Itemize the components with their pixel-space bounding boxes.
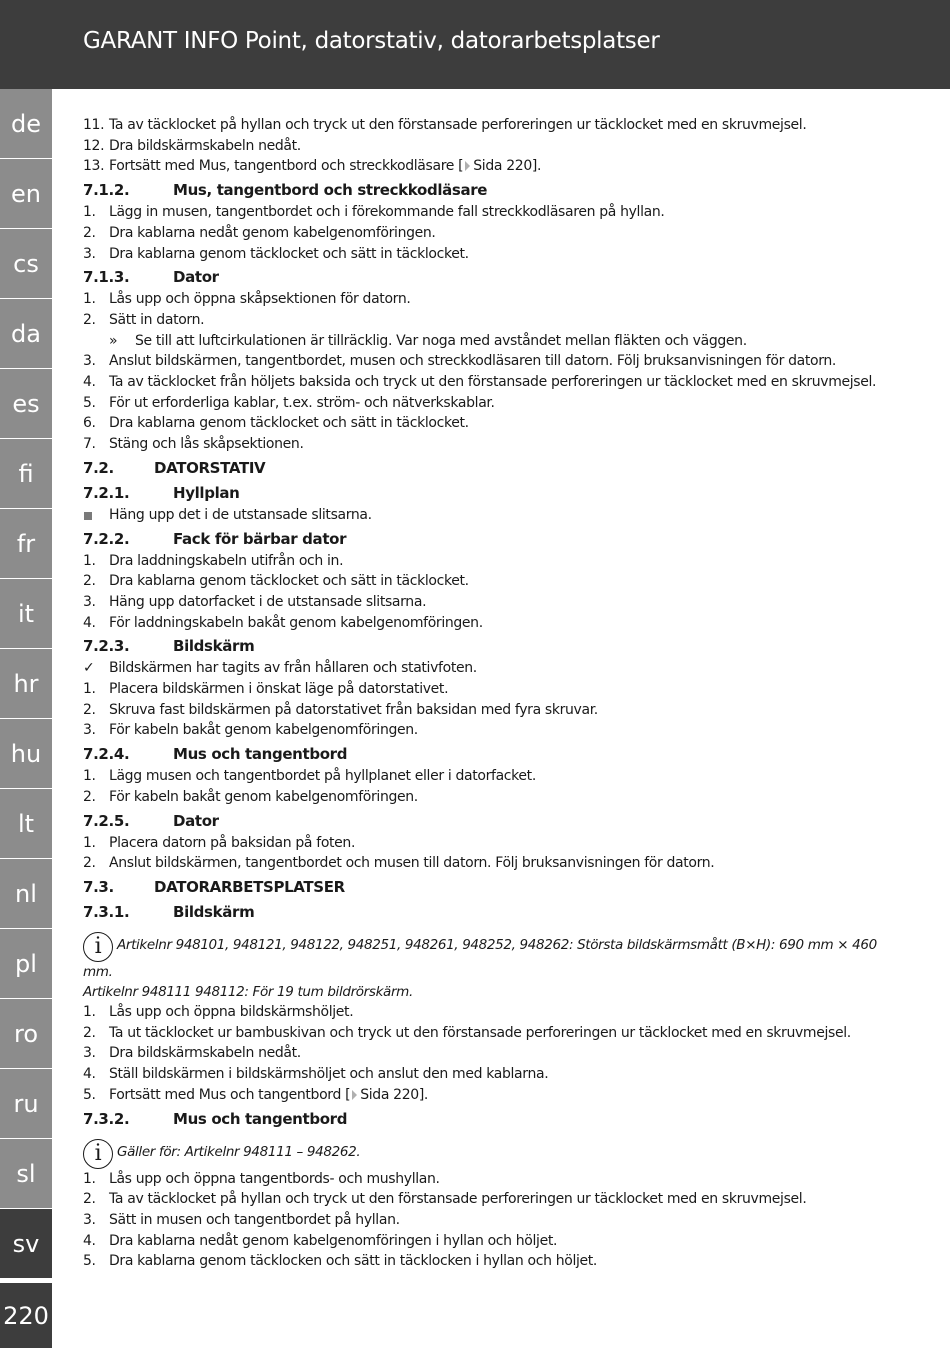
list-number: 12. bbox=[83, 137, 105, 154]
list-text: Ta ut täcklocket ur bambuskivan och tryck ut den förstansade perforeringen ur täcklocket med en skruvmejsel. bbox=[109, 1024, 851, 1041]
section-heading bbox=[83, 527, 883, 551]
list-item bbox=[83, 571, 883, 592]
info-note bbox=[83, 932, 883, 1002]
list-text: Lägg musen och tangentbordet på hyllplanet eller i datorfacket. bbox=[109, 768, 536, 785]
section-title: Mus och tangentbord bbox=[173, 745, 348, 764]
list-number: 1. bbox=[83, 204, 96, 221]
language-tab-en[interactable]: en bbox=[0, 159, 52, 229]
list-text: Dra kablarna nedåt genom kabelgenomföringen i hyllan och höljet. bbox=[109, 1232, 558, 1249]
page-header bbox=[0, 0, 950, 89]
section-heading bbox=[83, 456, 883, 480]
list-number: » bbox=[109, 332, 118, 349]
list-number: 2. bbox=[83, 1024, 96, 1041]
list-item bbox=[83, 434, 883, 455]
list-text: Anslut bildskärmen, tangentbordet, musen och streckkodläsaren till datorn. Följ bruksanvisningen för datorn. bbox=[109, 353, 836, 370]
page-number: 220 bbox=[0, 1283, 52, 1348]
list-item bbox=[83, 505, 883, 526]
list-number: 3. bbox=[83, 1045, 96, 1062]
list-item bbox=[83, 413, 883, 434]
list-item bbox=[83, 1231, 883, 1252]
list-number: 4. bbox=[83, 1066, 96, 1083]
list-number: 11. bbox=[83, 117, 105, 133]
list-item bbox=[83, 289, 883, 310]
list-item bbox=[83, 115, 883, 136]
list-number: 2. bbox=[83, 701, 96, 718]
section-number: 7.3. bbox=[83, 877, 114, 896]
list-item bbox=[83, 720, 883, 741]
list-item bbox=[83, 202, 883, 223]
list-text: Dra kablarna genom täcklocket och sätt in täcklocket. bbox=[109, 415, 469, 432]
list-number: 1. bbox=[83, 768, 96, 785]
list-number: 5. bbox=[83, 1086, 96, 1103]
list-number: 2. bbox=[83, 1191, 96, 1208]
section-heading bbox=[83, 481, 883, 505]
list-item bbox=[83, 393, 883, 414]
section-number: 7.1.3. bbox=[83, 268, 130, 287]
list-text: Placera bildskärmen i önskat läge på datorstativet. bbox=[109, 681, 449, 698]
list-text: Bildskärmen har tagits av från hållaren och stativfoten. bbox=[109, 660, 477, 677]
list-item bbox=[83, 351, 883, 372]
section-title: Mus, tangentbord och streckkodläsare bbox=[173, 181, 488, 200]
page-reference-link[interactable]: Sida 220]. bbox=[473, 158, 542, 175]
ref-arrow-icon bbox=[465, 161, 470, 171]
list-text: För kabeln bakåt genom kabelgenomföringen. bbox=[109, 788, 418, 805]
list-number: 1. bbox=[83, 681, 96, 698]
section-number: 7.2.4. bbox=[83, 745, 130, 764]
language-tab-lt[interactable]: lt bbox=[0, 789, 52, 859]
info-text: Artikelnr 948101, 948121, 948122, 948251, 948261, 948252, 948262: Största bildskärmsmått (B×H): 690 mm × 460 mm. bbox=[83, 936, 877, 980]
document-body bbox=[83, 115, 883, 1272]
list-number: 5. bbox=[83, 1253, 96, 1270]
list-text: Sätt in datorn. bbox=[109, 311, 205, 328]
section-title: Dator bbox=[173, 268, 219, 287]
section-number: 7.3.1. bbox=[83, 902, 130, 921]
language-tab-hr[interactable]: hr bbox=[0, 649, 52, 719]
info-text: Artikelnr 948111 948112: För 19 tum bildrörskärm. bbox=[83, 983, 413, 1000]
language-tab-ru[interactable]: ru bbox=[0, 1069, 52, 1139]
list-text: För ut erforderliga kablar, t.ex. ström- och nätverkskablar. bbox=[109, 394, 495, 411]
section-number: 7.3.2. bbox=[83, 1109, 130, 1128]
list-number: 6. bbox=[83, 415, 96, 432]
section-title: Dator bbox=[173, 811, 219, 830]
section-heading bbox=[83, 1107, 883, 1131]
language-tab-es[interactable]: es bbox=[0, 369, 52, 439]
language-tab-nl[interactable]: nl bbox=[0, 859, 52, 929]
list-number: 1. bbox=[83, 1003, 96, 1020]
language-tab-sv[interactable]: sv bbox=[0, 1209, 52, 1279]
list-number: 3. bbox=[83, 353, 96, 370]
list-item bbox=[83, 1085, 883, 1106]
section-heading bbox=[83, 900, 883, 924]
list-text: Dra bildskärmskabeln nedåt. bbox=[109, 1045, 301, 1062]
language-tab-pl[interactable]: pl bbox=[0, 929, 52, 999]
list-number: 3. bbox=[83, 1211, 96, 1228]
list-item bbox=[83, 1002, 883, 1023]
section-title: Bildskärm bbox=[173, 902, 255, 921]
list-item bbox=[83, 372, 883, 393]
list-item bbox=[83, 1210, 883, 1231]
section-heading bbox=[83, 634, 883, 658]
list-text: Skruva fast bildskärmen på datorstativet från baksidan med fyra skruvar. bbox=[109, 701, 598, 718]
list-number: 3. bbox=[83, 722, 96, 739]
list-text: Ställ bildskärmen i bildskärmshöljet och anslut den med kablarna. bbox=[109, 1066, 549, 1083]
list-item bbox=[83, 244, 883, 265]
list-text: Fortsätt med Mus, tangentbord och streckkodläsare [ bbox=[109, 158, 464, 175]
list-text: Se till att luftcirkulationen är tillräcklig. Var noga med avståndet mellan fläkten och väggen. bbox=[135, 332, 747, 349]
section-title: DATORSTATIV bbox=[154, 458, 266, 477]
list-text: Dra bildskärmskabeln nedåt. bbox=[109, 137, 301, 154]
language-tab-cs[interactable]: cs bbox=[0, 229, 52, 299]
square-bullet-icon bbox=[84, 512, 92, 520]
list-item bbox=[83, 1023, 883, 1044]
list-item bbox=[83, 331, 883, 352]
list-number: 1. bbox=[83, 291, 96, 308]
section-number: 7.2. bbox=[83, 458, 114, 477]
list-item bbox=[83, 1189, 883, 1210]
list-item bbox=[83, 310, 883, 331]
page-title: GARANT INFO Point, datorstativ, datorarbetsplatser bbox=[83, 28, 660, 54]
language-tab-ro[interactable]: ro bbox=[0, 999, 52, 1069]
section-number: 7.2.2. bbox=[83, 529, 130, 548]
section-number: 7.2.5. bbox=[83, 811, 130, 830]
section-heading bbox=[83, 809, 883, 833]
section-title: Fack för bärbar dator bbox=[173, 529, 347, 548]
list-number: 2. bbox=[83, 855, 96, 872]
section-heading bbox=[83, 265, 883, 289]
language-tab-de[interactable]: de bbox=[0, 89, 52, 159]
list-item bbox=[83, 1043, 883, 1064]
list-text: Stäng och lås skåpsektionen. bbox=[109, 436, 304, 453]
language-tab-sl[interactable]: sl bbox=[0, 1139, 52, 1209]
list-text: Ta av täcklocket på hyllan och tryck ut den förstansade perforeringen ur täcklocket med en skruvmejsel. bbox=[109, 1191, 807, 1208]
list-item bbox=[83, 679, 883, 700]
list-item bbox=[83, 1169, 883, 1190]
list-item bbox=[83, 1064, 883, 1085]
list-text: Ta av täcklocket från höljets baksida och tryck ut den förstansade perforeringen ur täcklocket med en skruvmejsel. bbox=[109, 374, 877, 391]
language-tab-fi[interactable]: fi bbox=[0, 439, 52, 509]
language-tab-da[interactable]: da bbox=[0, 299, 52, 369]
list-item bbox=[83, 551, 883, 572]
list-text: Fortsätt med Mus och tangentbord [ bbox=[109, 1086, 351, 1103]
list-text: Dra laddningskabeln utifrån och in. bbox=[109, 552, 344, 569]
list-text: Lås upp och öppna skåpsektionen för datorn. bbox=[109, 291, 411, 308]
checkmark-icon: ✓ bbox=[83, 660, 95, 677]
list-number: 1. bbox=[83, 1170, 96, 1187]
list-text: Lås upp och öppna tangentbords- och mushyllan. bbox=[109, 1170, 440, 1187]
list-number: 3. bbox=[83, 593, 96, 610]
list-number: 1. bbox=[83, 834, 96, 851]
list-text: Dra kablarna genom täcklocken och sätt in täcklocken i hyllan och höljet. bbox=[109, 1253, 598, 1270]
section-title: DATORARBETSPLATSER bbox=[154, 877, 345, 896]
list-item bbox=[83, 833, 883, 854]
list-item bbox=[83, 223, 883, 244]
language-sidebar bbox=[0, 89, 52, 1279]
list-text: Dra kablarna genom täcklocket och sätt in täcklocket. bbox=[109, 573, 469, 590]
section-heading bbox=[83, 742, 883, 766]
list-number: 2. bbox=[83, 573, 96, 590]
section-title: Mus och tangentbord bbox=[173, 1109, 348, 1128]
list-text: Placera datorn på baksidan på foten. bbox=[109, 834, 356, 851]
page-reference-link[interactable]: Sida 220]. bbox=[360, 1086, 429, 1103]
section-title: Bildskärm bbox=[173, 637, 255, 656]
list-number: 3. bbox=[83, 245, 96, 262]
list-item bbox=[83, 613, 883, 634]
list-text: Anslut bildskärmen, tangentbordet och musen till datorn. Följ bruksanvisningen för datorn. bbox=[109, 855, 715, 872]
list-text: Häng upp datorfacket i de utstansade slitsarna. bbox=[109, 593, 427, 610]
info-icon: i bbox=[83, 932, 113, 962]
language-tab-hu[interactable]: hu bbox=[0, 719, 52, 789]
list-item bbox=[83, 592, 883, 613]
list-number: 4. bbox=[83, 374, 96, 391]
list-number: 2. bbox=[83, 311, 96, 328]
list-item bbox=[83, 1251, 883, 1272]
list-text: Lägg in musen, tangentbordet och i förekommande fall streckkodläsaren på hyllan. bbox=[109, 204, 665, 221]
list-text: För kabeln bakåt genom kabelgenomföringen. bbox=[109, 722, 418, 739]
list-number: 1. bbox=[83, 552, 96, 569]
list-number: 2. bbox=[83, 788, 96, 805]
section-title: Hyllplan bbox=[173, 483, 240, 502]
section-heading bbox=[83, 875, 883, 899]
list-item bbox=[83, 787, 883, 808]
list-number: 5. bbox=[83, 394, 96, 411]
list-number: 13. bbox=[83, 158, 105, 175]
ref-arrow-icon bbox=[352, 1090, 357, 1100]
list-item bbox=[83, 766, 883, 787]
list-item bbox=[83, 156, 883, 177]
language-tab-it[interactable]: it bbox=[0, 579, 52, 649]
list-text: Ta av täcklocket på hyllan och tryck ut den förstansade perforeringen ur täcklocket med en skruvmejsel. bbox=[109, 117, 807, 133]
list-text: Dra kablarna genom täcklocket och sätt in täcklocket. bbox=[109, 245, 469, 262]
list-item bbox=[83, 658, 883, 679]
list-number: 7. bbox=[83, 436, 96, 453]
list-number: 4. bbox=[83, 1232, 96, 1249]
list-number: 2. bbox=[83, 224, 96, 241]
section-heading bbox=[83, 178, 883, 202]
list-text: Dra kablarna nedåt genom kabelgenomföringen. bbox=[109, 224, 436, 241]
list-number: 4. bbox=[83, 614, 96, 631]
section-number: 7.1.2. bbox=[83, 181, 130, 200]
list-item bbox=[83, 136, 883, 157]
list-text: Häng upp det i de utstansade slitsarna. bbox=[109, 506, 372, 523]
list-item bbox=[83, 700, 883, 721]
list-text: Sätt in musen och tangentbordet på hyllan. bbox=[109, 1211, 400, 1228]
info-note bbox=[83, 1139, 883, 1169]
language-tab-fr[interactable]: fr bbox=[0, 509, 52, 579]
list-text: För laddningskabeln bakåt genom kabelgenomföringen. bbox=[109, 614, 483, 631]
list-item bbox=[83, 853, 883, 874]
section-number: 7.2.1. bbox=[83, 483, 130, 502]
info-icon: i bbox=[83, 1139, 113, 1169]
section-number: 7.2.3. bbox=[83, 637, 130, 656]
info-text: Gäller för: Artikelnr 948111 – 948262. bbox=[117, 1143, 361, 1160]
list-text: Lås upp och öppna bildskärmshöljet. bbox=[109, 1003, 354, 1020]
